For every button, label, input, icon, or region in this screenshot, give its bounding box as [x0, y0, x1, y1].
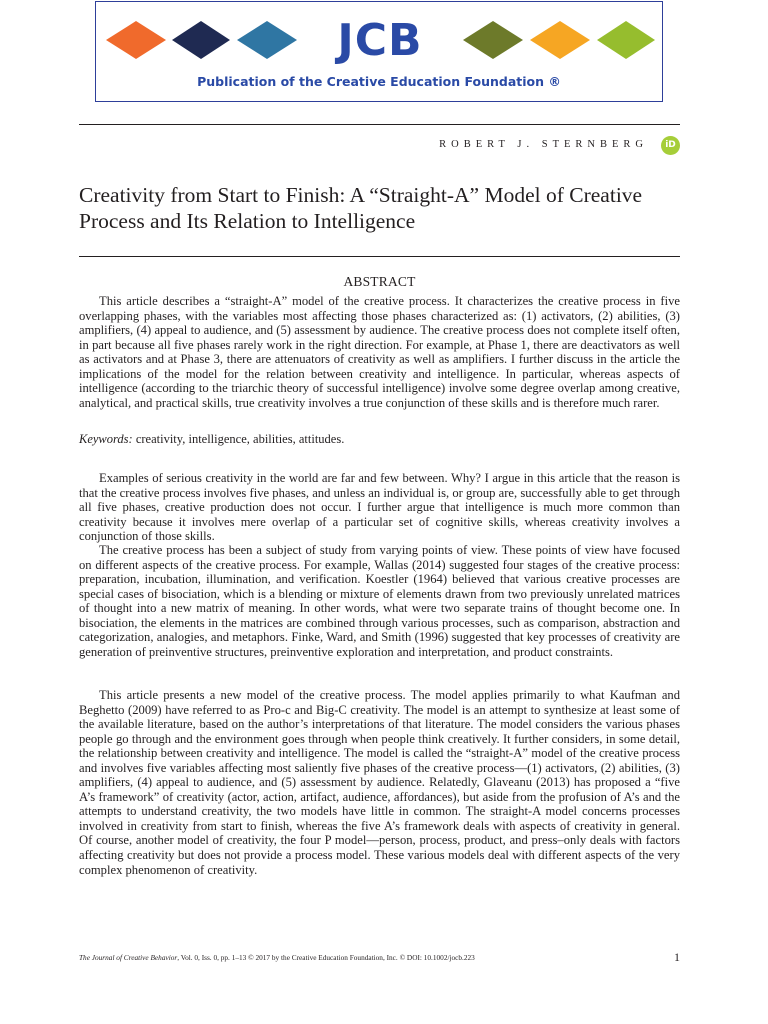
journal-name: The Journal of Creative Behavior	[79, 953, 178, 962]
header-rule	[79, 124, 680, 125]
orange-diamond-icon	[106, 21, 166, 59]
keywords-line	[79, 432, 680, 447]
jcb-logo: JCB	[337, 15, 423, 66]
publication-line: Publication of the Creative Education Foundation ®	[197, 74, 561, 89]
article-title: Creativity from Start to Finish: A “Straight-A” Model of Creative Process and Its Relation to Intelligence	[79, 183, 643, 233]
citation-details: , Vol. 0, Iss. 0, pp. 1–13 © 2017 by the Creative Education Foundation, Inc. © DOI: 10.1002/jocb.223	[177, 953, 475, 962]
body-paragraph: This article presents a new model of the creative process. The model applies primarily to what Kaufman and Beghetto (2009) have referred to as Pro-c and Big-C creativity. The model is an attempt to synthesize at least some of the available literature, based on the author’s interpretations of that literature. The model considers the various phases people go through and the environment goes through when people think creatively. It further considers, in some detail, the relationship between creativity and intelligence. The model is called the “straight-A” model of the creative process and involves five variables affecting most saliently five phases of the creative process—(1) activators, (2) abilities, (3) amplifiers, (4) appeal to audience, and (5) assessment by audience. Relatedly, Glaveanu (2013) has proposed a “five A’s framework” of creativity (actor, action, artifact, audience, affordances), but aside from the profusion of A’s and the attempts to understand creativity, the two models have little in common. The straight-A model concerns processes involved in creativity from start to finish, whereas the five A’s framework deals with aspects of creativity in general. Of course, another model of creativity, the four P model—person, process, product, and press–only deals with factors affecting creativity but does not provide a process model. These various models deal with different aspects of the very complex phenomenon of creativity.	[79, 688, 680, 877]
green-diamond-icon	[597, 21, 655, 59]
navy-diamond-icon	[172, 21, 230, 59]
title-rule	[79, 256, 680, 257]
teal-diamond-icon	[237, 21, 297, 59]
author-name: ROBERT J. STERNBERG	[439, 139, 648, 150]
gold-diamond-icon	[530, 21, 590, 59]
abstract-heading: ABSTRACT	[343, 274, 416, 289]
keywords-list: creativity, intelligence, abilities, attitudes.	[135, 432, 345, 446]
page-number: 1	[674, 950, 680, 964]
orcid-icon[interactable]: iD	[661, 136, 680, 155]
footer-citation	[79, 953, 619, 962]
body-paragraph: The creative process has been a subject of study from varying points of view. These points of view have focused on different aspects of the creative process. For example, Wallas (2014) suggested four stages of the creative process: preparation, incubation, illumination, and verification. Koestler (1964) believed that various creative processes are special cases of bisociation, which is a blending or mixture of elements drawn from two previously unrelated matrices of thought into a new matrix of meaning. In other words, what were two separate trains of thought become one. In bisociation, the elements in the matrices are combined through various processes, such as comparison, abstraction and categorization, analogies, and metaphors. Finke, Ward, and Smith (1996) suggested that key processes of creativity are generation of preinventive structures, preinventive exploration and interpretation, and product constraints.	[79, 543, 680, 659]
keywords-label: Keywords:	[79, 432, 133, 446]
abstract-text: This article describes a “straight-A” model of the creative process. It characterizes the creative process in five overlapping phases, with the variables most affecting those phases characterized as: (1) activators, (2) abilities, (3) amplifiers, (4) appeal to audience, and (5) assessment by audience. The creative process does not complete itself often, in part because all five phases rarely work in the right direction. For example, at Phase 1, there are deactivators as well as activators and at Phase 3, there are attenuators of creativity as well as amplifiers. I further discuss in the article the implications of the model for the relation between creativity and intelligence. In particular, whereas aspects of intelligence (according to the triarchic theory of successful intelligence) involve some degree overlap among creative, analytical, and practical skills, true creativity involves a true conjunction of these skills and is therefore much rarer.	[79, 294, 680, 410]
journal-banner	[95, 1, 663, 102]
body-paragraph: Examples of serious creativity in the world are far and few between. Why? I argue in this article that the reason is that the creative process involves five phases, and unless an individual is, or group are, successfully able to get through all five phases, creative production does not occur. I further argue that intelligence is much more common than creativity because it involves mere overlap of a particular set of cognitive skills, whereas creativity involves a conjunction of those skills.	[79, 471, 680, 544]
olive-diamond-icon	[463, 21, 523, 59]
